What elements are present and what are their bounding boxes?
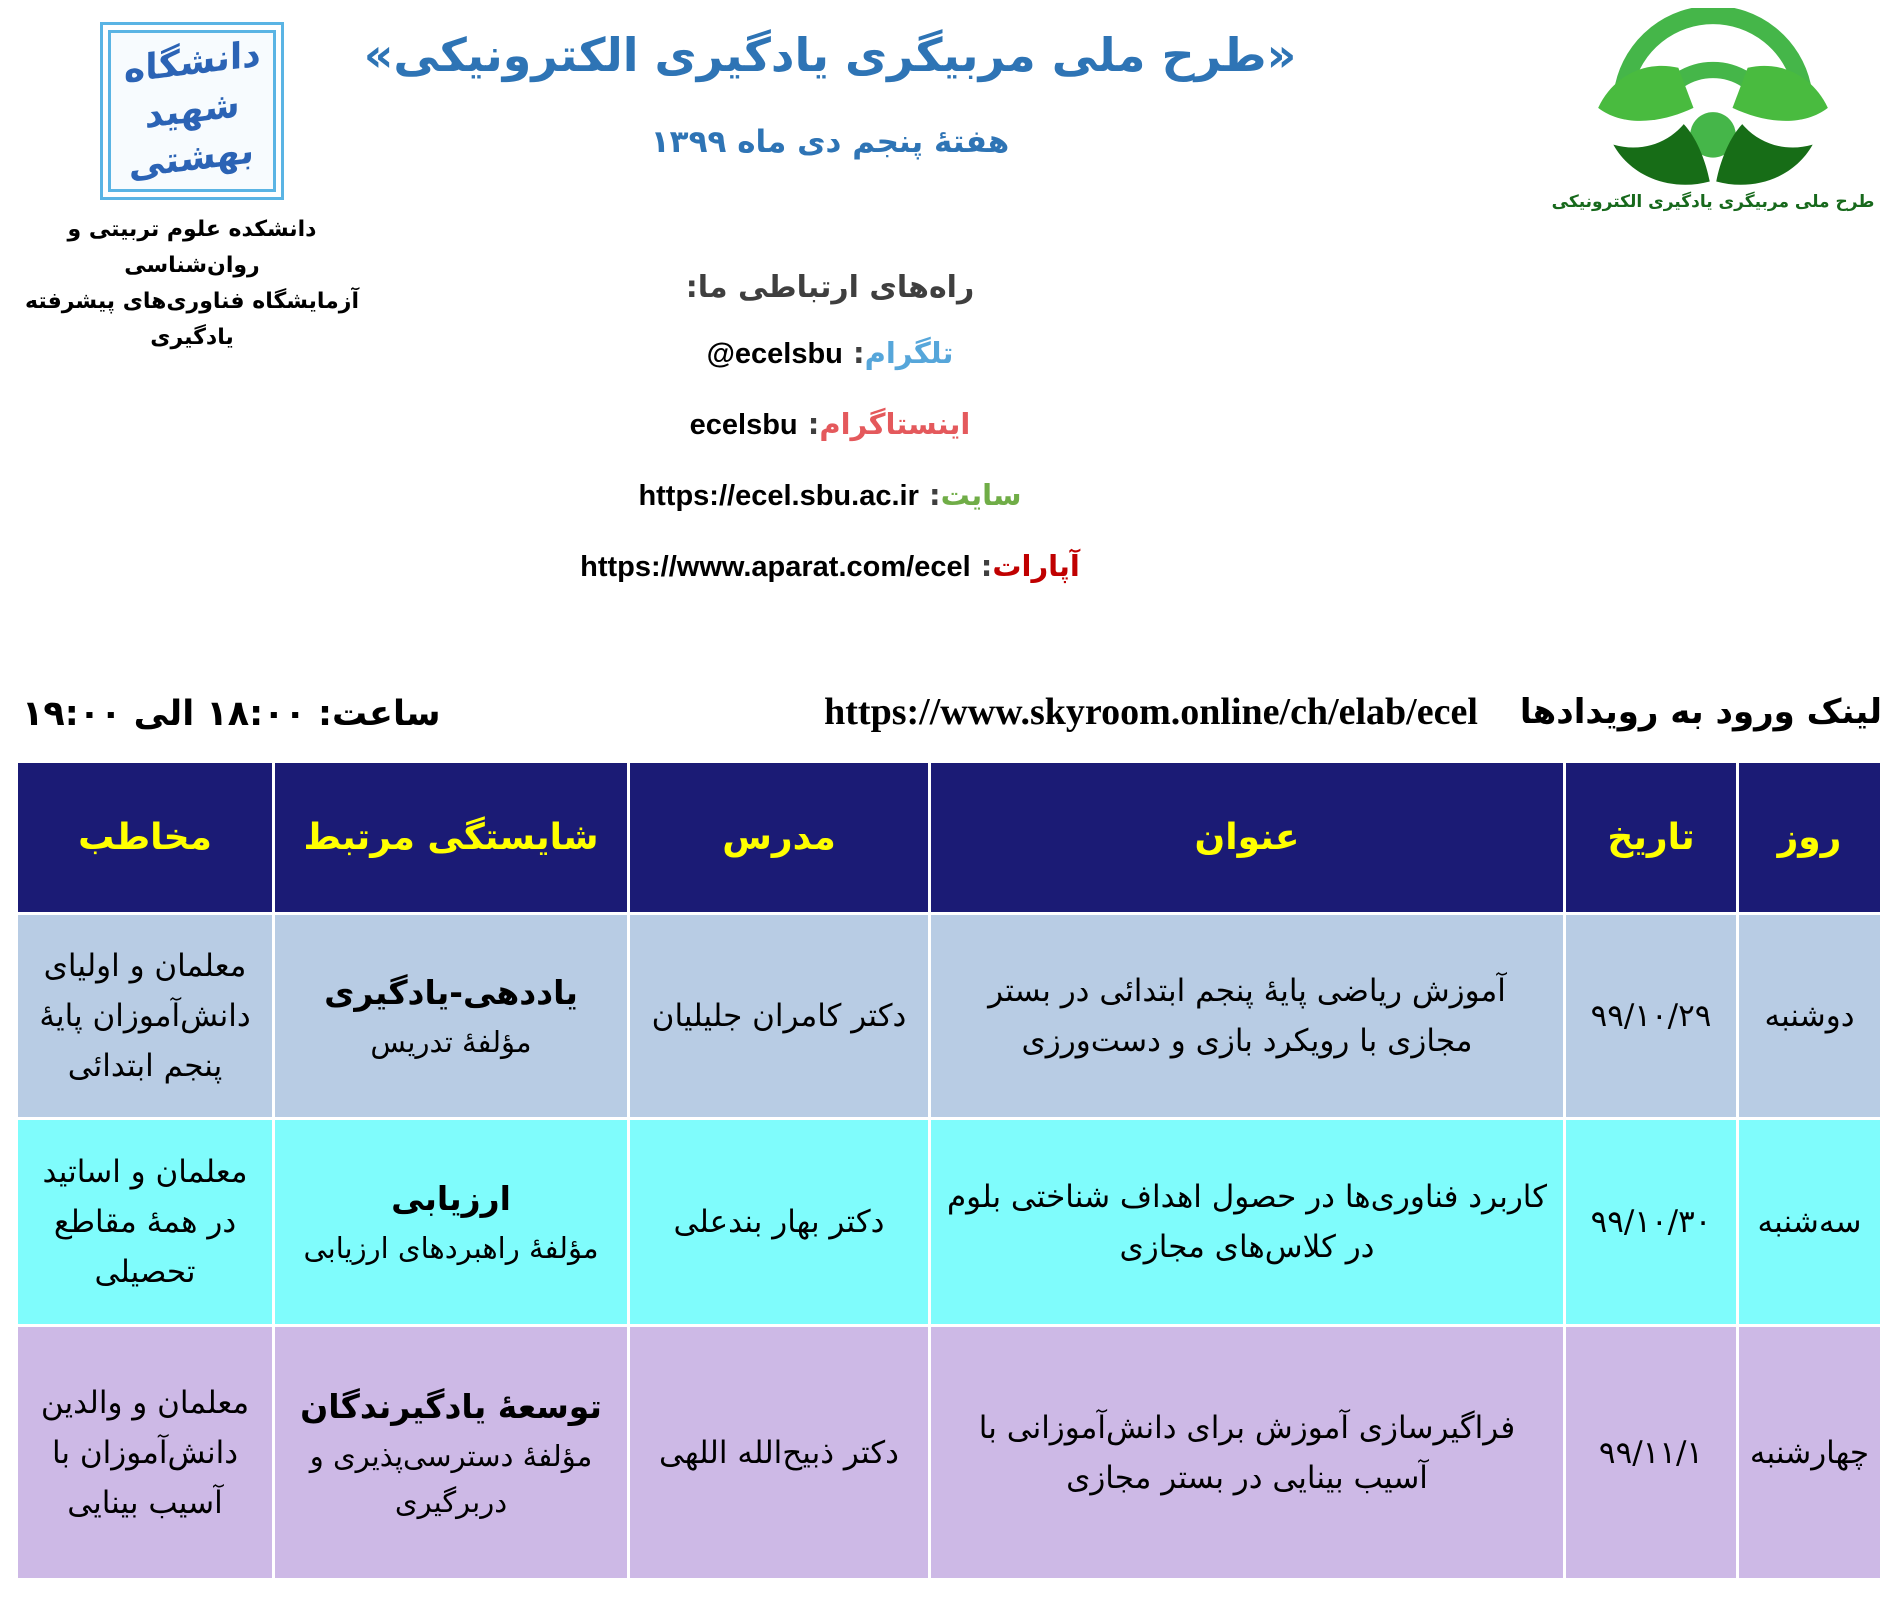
website-label: سایت: [940, 478, 1022, 512]
competency-sub: مؤلفهٔ تدریس: [370, 1025, 532, 1059]
session-row: [17, 1326, 1882, 1580]
events-link-label: لینک ورود به رویدادها: [1519, 692, 1882, 732]
audience-cell: معلمان و والدین دانش‌آموزان با آسیب بینایی: [17, 1326, 274, 1580]
skyroom-url[interactable]: https://www.skyroom.online/ch/elab/ecel: [824, 691, 1478, 733]
session-time: ساعت: ۱۸:۰۰ الی ۱۹:۰۰: [22, 694, 441, 734]
telegram-label: تلگرام: [864, 336, 954, 370]
contact-item-telegram: [290, 331, 1370, 376]
program-logo-block: [1538, 8, 1888, 212]
title-cell: کاربرد فناوری‌ها در حصول اهداف شناختی بلوم در کلاس‌های مجازی: [930, 1119, 1565, 1326]
elearning-coaching-logo-icon: [1583, 8, 1843, 186]
lab-name: آزمایشگاه فناوری‌های پیشرفته یادگیری: [25, 289, 359, 350]
telegram-handle[interactable]: @ecelsbu: [706, 338, 843, 370]
aparat-url[interactable]: https://www.aparat.com/ecel: [580, 551, 971, 583]
audience-cell: معلمان و اساتید در همهٔ مقاطع تحصیلی: [17, 1119, 274, 1326]
day-cell: چهارشنبه: [1738, 1326, 1882, 1580]
col-header-competency: شایستگی مرتبط: [274, 762, 629, 914]
contact-item-instagram: [290, 402, 1370, 447]
competency-sub: مؤلفهٔ راهبردهای ارزیابی: [303, 1231, 599, 1265]
program-logo-caption: طرح ملی مربیگری یادگیری الکترونیکی: [1551, 192, 1875, 212]
day-cell: دوشنبه: [1738, 914, 1882, 1119]
colon: :: [842, 336, 865, 370]
session-row: [17, 914, 1882, 1119]
sbu-logo-word: بهشتی: [129, 130, 255, 187]
col-header-day: روز: [1738, 762, 1882, 914]
col-header-date: تاریخ: [1565, 762, 1738, 914]
instructor-cell: دکتر بهار بندعلی: [629, 1119, 930, 1326]
col-header-audience: مخاطب: [17, 762, 274, 914]
date-cell: ۹۹/۱۰/۲۹: [1565, 914, 1738, 1119]
website-url[interactable]: https://ecel.sbu.ac.ir: [638, 480, 919, 512]
sbu-logo-word: شهید: [144, 84, 240, 137]
day-cell: سه‌شنبه: [1738, 1119, 1882, 1326]
competency-cell: [274, 914, 629, 1119]
contact-item-aparat: [290, 544, 1370, 589]
title-cell: آموزش ریاضی پایهٔ پنجم ابتدائی در بستر مجازی با رویکرد بازی و دست‌ورزی: [930, 914, 1565, 1119]
competency-sub: مؤلفهٔ دسترسی‌پذیری و دربرگیری: [309, 1438, 593, 1519]
colon: :: [797, 407, 820, 441]
colon: :: [918, 478, 941, 512]
page-title: «طرح ملی مربیگری یادگیری الکترونیکی»: [363, 28, 1297, 82]
instructor-cell: دکتر ذبیح‌الله اللهی: [629, 1326, 930, 1580]
col-header-title: عنوان: [930, 762, 1565, 914]
title-cell: فراگیرسازی آموزش برای دانش‌آموزانی با آسیب بینایی در بستر مجازی: [930, 1326, 1565, 1580]
session-row: [17, 1119, 1882, 1326]
date-cell: ۹۹/۱۰/۳۰: [1565, 1119, 1738, 1326]
aparat-label: آپارات: [992, 549, 1080, 583]
competency-main: توسعهٔ یادگیرندگان: [300, 1386, 602, 1426]
contact-item-website: [290, 473, 1370, 518]
schedule-table: [15, 760, 1883, 1581]
sbu-university-logo: [100, 22, 284, 200]
audience-cell: معلمان و اولیای دانش‌آموزان پایهٔ پنجم ابتدائی: [17, 914, 274, 1119]
instagram-handle[interactable]: ecelsbu: [689, 409, 798, 441]
page-subtitle: هفتهٔ پنجم دی ماه ۱۳۹۹: [650, 124, 1010, 160]
competency-cell: [274, 1326, 629, 1580]
col-header-instructor: مدرس: [629, 762, 930, 914]
date-cell: ۹۹/۱۱/۱: [1565, 1326, 1738, 1580]
instagram-label: اینستاگرام: [819, 407, 971, 441]
competency-main: یاددهی-یادگیری: [324, 973, 578, 1012]
events-link-row: [824, 690, 1882, 734]
schedule-header-row: [17, 762, 1882, 914]
instructor-cell: دکتر کامران جلیلیان: [629, 914, 930, 1119]
faculty-name: دانشکده علوم تربیتی و روان‌شناسی: [67, 217, 317, 278]
header-center: [290, 22, 1370, 589]
contact-heading: راه‌های ارتباطی ما:: [685, 270, 975, 305]
colon: :: [970, 549, 993, 583]
competency-main: ارزیابی: [391, 1179, 511, 1218]
sbu-logo-word: دانشگاه: [123, 33, 261, 92]
competency-cell: [274, 1119, 629, 1326]
